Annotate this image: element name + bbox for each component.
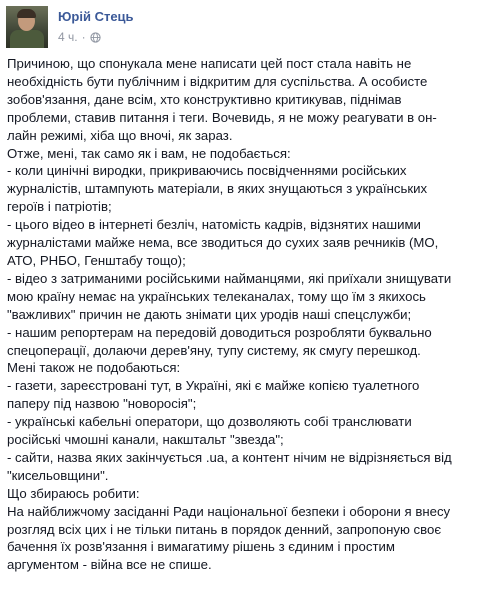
post-text-line: російські чмошні канали, накштальт "звезда"; (7, 432, 284, 448)
post-text-line: Причиною, що спонукала мене написати цей пост стала навіть не (7, 56, 412, 71)
post-text-line: Отже, мені, так само як і вам, не подобається: (7, 145, 291, 161)
post-text-line: паперу під назвою "новоросія"; (7, 396, 197, 412)
post-text-line: лайн режимі, хіба що вночі, як зараз. (7, 127, 233, 143)
post-text-line: Мені також не подобаються: (7, 360, 181, 376)
author-name[interactable]: Юрій Стець (58, 9, 134, 24)
avatar-figure-hair (17, 9, 36, 18)
post-text-line: "важливих" причин не дають знімати цих уродів наші спецслужби; (7, 306, 412, 322)
post-text-line: - нашим репортерам на передовій доводиться розробляти буквально (7, 324, 432, 340)
post-text-line: необхідність бути публічним і відкритим для суспільства. А особисте (7, 73, 428, 89)
post-text-line: - сайти, назва яких закінчується .ua, а контент нічим не відрізняється від (7, 449, 452, 465)
post-text-line: - газети, зареєстровані тут, в Україні, які є майже копією туалетного (7, 378, 420, 394)
post-text-line: "кисельовщини". (7, 467, 109, 483)
post-text-line: журналістами майже нема, все зводиться до сухих заяв речників (МО, (7, 235, 439, 251)
post-text-line: - коли цинічні виродки, прикриваючись посвідченнями російських (7, 163, 407, 179)
post-text-line: героїв і патріотів; (7, 199, 112, 215)
post-text-line: бачення їх розв'язання і вимагатиму рішень з єдиним і простим (7, 539, 395, 555)
post-text-line: спецоперації, долаючи дерев'яну, тупу систему, як смугу перешкод. (7, 342, 421, 358)
post-body (7, 55, 489, 574)
avatar-figure-body (10, 30, 44, 48)
post-text-line: аргументом - війна все не спише. (7, 557, 212, 573)
author-avatar[interactable] (6, 6, 48, 48)
post-text-line: мою країну немає на українських телеканалах, тому що їм з якихось (7, 288, 426, 304)
post-text-line: зобов'язання, дане всім, хто конструктивно критикував, піднімав (7, 91, 402, 107)
post-text-line: - відео з затриманими російськими найманцями, які приїхали знищувати (7, 270, 452, 286)
post-text-line: АТО, РНБО, Генштабу тощо); (7, 252, 186, 268)
post-text-line: На найближчому засіданні Ради національної безпеки і оборони я внесу (7, 503, 451, 519)
post-text-line: Що збираюсь робити: (7, 485, 140, 501)
post-header (6, 6, 134, 50)
post-time-row (58, 30, 134, 44)
globe-icon[interactable] (90, 32, 101, 43)
post-text-line: розгляд всіх цих і не тільки питань в порядок денний, запропоную своє (7, 521, 442, 537)
post-timestamp[interactable]: 4 ч. (58, 30, 78, 44)
post-meta (58, 6, 134, 50)
post-text-line: проблеми, ставив питання і теги. Вочевидь, я не можу реагувати в он- (7, 109, 437, 125)
post-text-line: журналістів, штампують матеріали, в яких знущаються з українських (7, 181, 428, 197)
post-text-line: - українські кабельні оператори, що дозволяють собі транслювати (7, 414, 412, 430)
post-text-line: - цього відео в інтернеті безліч, натомість кадрів, відзнятих нашими (7, 217, 421, 233)
meta-separator: · (81, 30, 86, 44)
